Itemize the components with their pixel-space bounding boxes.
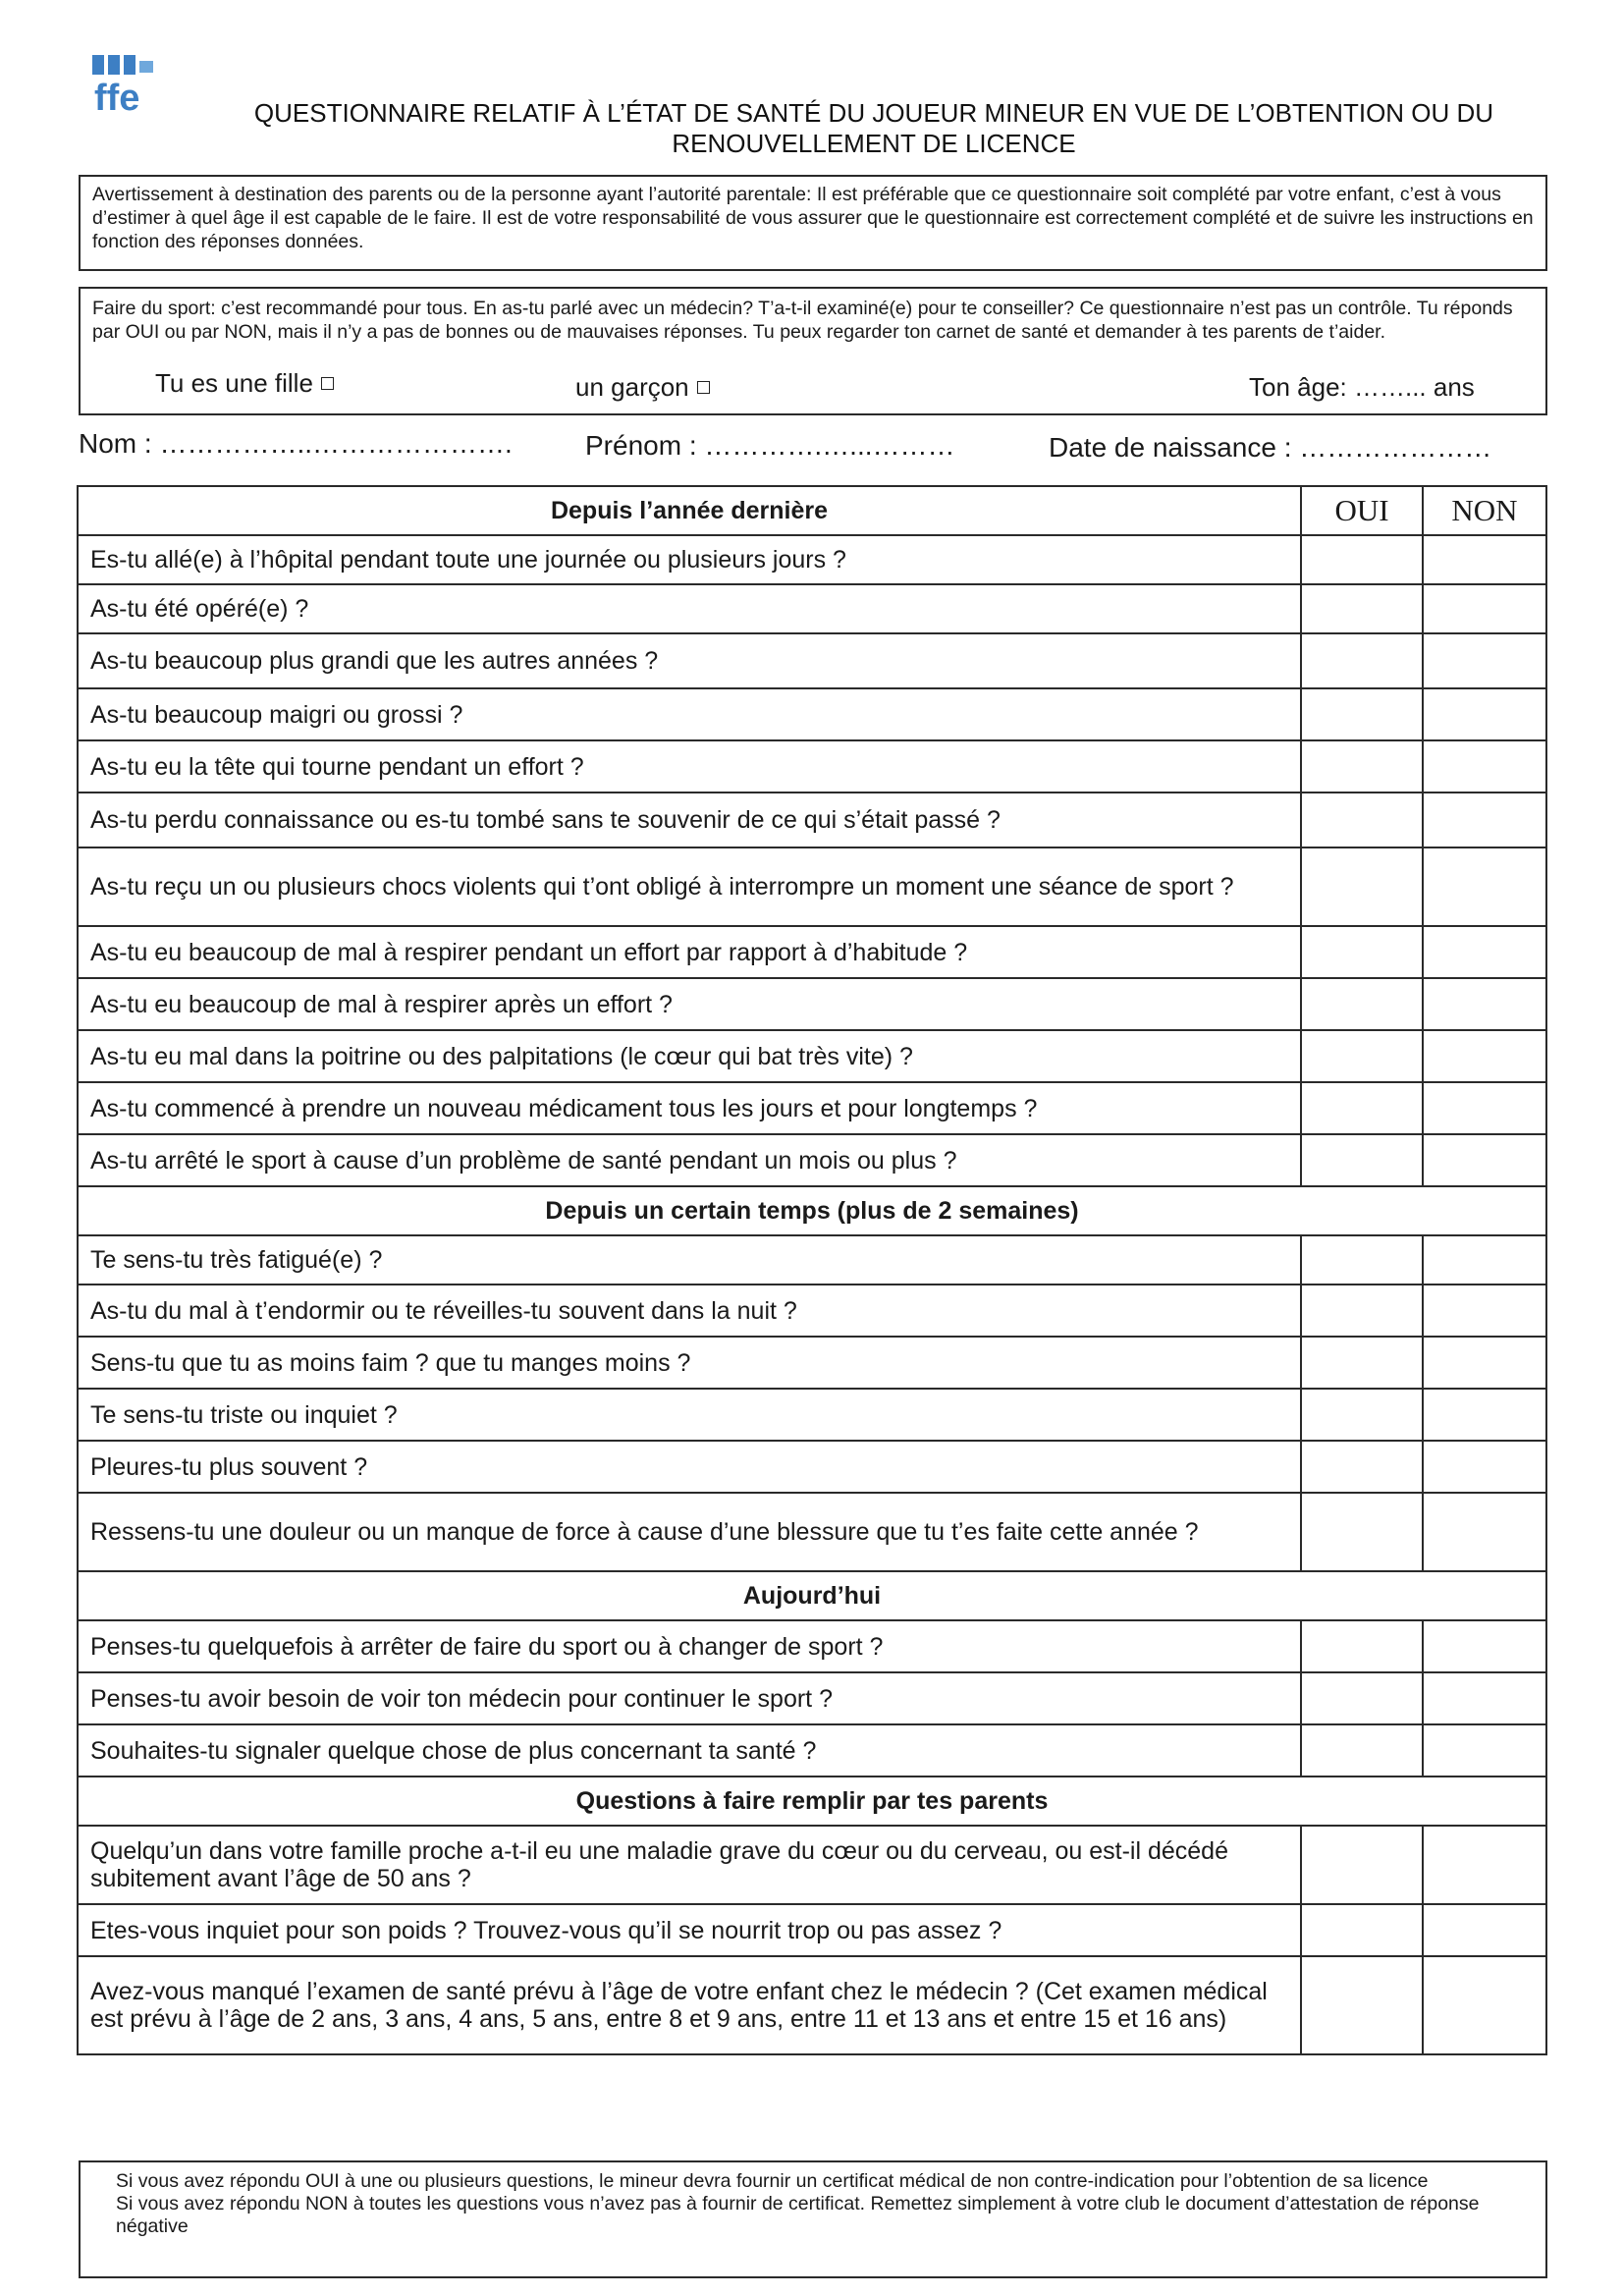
- question-text: Te sens-tu très fatigué(e) ?: [78, 1235, 1301, 1285]
- oui-answer-cell[interactable]: [1301, 1672, 1423, 1724]
- oui-answer-cell[interactable]: [1301, 1285, 1423, 1337]
- question-row: [78, 633, 1546, 688]
- question-row: [78, 978, 1546, 1030]
- question-row: [78, 1389, 1546, 1441]
- gender-boy-label: un garçon: [575, 372, 689, 402]
- non-answer-cell[interactable]: [1423, 1285, 1546, 1337]
- oui-answer-cell[interactable]: [1301, 1826, 1423, 1904]
- non-answer-cell[interactable]: [1423, 793, 1546, 847]
- non-answer-cell[interactable]: [1423, 633, 1546, 688]
- non-answer-cell[interactable]: [1423, 1826, 1546, 1904]
- ffe-logo: [90, 53, 161, 118]
- oui-answer-cell[interactable]: [1301, 1620, 1423, 1672]
- question-row: [78, 1337, 1546, 1389]
- non-answer-cell[interactable]: [1423, 1672, 1546, 1724]
- section-title: Aujourd’hui: [78, 1571, 1546, 1620]
- section-title: Depuis un certain temps (plus de 2 semaines): [78, 1186, 1546, 1235]
- non-answer-cell[interactable]: [1423, 1724, 1546, 1777]
- non-answer-cell[interactable]: [1423, 1441, 1546, 1493]
- oui-answer-cell[interactable]: [1301, 1082, 1423, 1134]
- non-answer-cell[interactable]: [1423, 1337, 1546, 1389]
- birthdate-field[interactable]: Date de naissance : …………………: [1049, 432, 1492, 463]
- oui-answer-cell[interactable]: [1301, 926, 1423, 978]
- question-text: As-tu eu beaucoup de mal à respirer pendant un effort par rapport à d’habitude ?: [78, 926, 1301, 978]
- parent-warning-text: Avertissement à destination des parents ou de la personne ayant l’autorité parentale: Il est préférable que ce questionnaire soit complété par votre enfant, c’est à vous d’estimer à quel âge il est capable de le faire. Il est de votre responsabilité de vous assurer que le questionnaire est correctement complété et de suivre les instructions en fonction des réponses données.: [92, 184, 1534, 252]
- oui-answer-cell[interactable]: [1301, 1441, 1423, 1493]
- question-text: Quelqu’un dans votre famille proche a-t-il eu une maladie grave du cœur ou du cerveau, ou est-il décédé subitement avant l’âge de 50 ans ?: [78, 1826, 1301, 1904]
- question-text: As-tu eu beaucoup de mal à respirer après un effort ?: [78, 978, 1301, 1030]
- non-answer-cell[interactable]: [1423, 1082, 1546, 1134]
- oui-answer-cell[interactable]: [1301, 1904, 1423, 1956]
- question-row: [78, 688, 1546, 740]
- non-column-header: NON: [1423, 486, 1546, 535]
- questionnaire-table: [77, 485, 1547, 2055]
- section-header-row: [78, 486, 1546, 535]
- gender-age-row: [81, 368, 1545, 410]
- boy-checkbox[interactable]: [697, 381, 710, 394]
- question-row: [78, 1904, 1546, 1956]
- page-title: [177, 98, 1571, 159]
- section-title: Questions à faire remplir par tes parents: [78, 1777, 1546, 1826]
- question-text: Ressens-tu une douleur ou un manque de force à cause d’une blessure que tu t’es faite cette année ?: [78, 1493, 1301, 1571]
- non-answer-cell[interactable]: [1423, 1235, 1546, 1285]
- non-answer-cell[interactable]: [1423, 978, 1546, 1030]
- title-line-2: RENOUVELLEMENT DE LICENCE: [672, 129, 1076, 158]
- question-text: Sens-tu que tu as moins faim ? que tu manges moins ?: [78, 1337, 1301, 1389]
- question-text: As-tu beaucoup plus grandi que les autres années ?: [78, 633, 1301, 688]
- non-answer-cell[interactable]: [1423, 1493, 1546, 1571]
- intro-text: Faire du sport: c’est recommandé pour tous. En as-tu parlé avec un médecin? T’a-t-il examiné(e) pour te conseiller? Ce questionnaire n’est pas un contrôle. Tu réponds par OUI ou par NON, mais il n’y a pas de bonnes ou de mauvaises réponses. Tu peux regarder ton carnet de santé et demander à tes parents de t’aider.: [92, 298, 1513, 343]
- footer-oui-text: Si vous avez répondu OUI à une ou plusieurs questions, le mineur devra fournir un certificat médical de non contre-indication pour l’obtention de sa licence: [116, 2170, 1429, 2192]
- question-text: Avez-vous manqué l’examen de santé prévu à l’âge de votre enfant chez le médecin ? (Cet examen médical est prévu à l’âge de 2 ans, 3 ans, 4 ans, 5 ans, entre 8 et 9 ans, entre 11 et 13 ans et entre 15 et 16 ans): [78, 1956, 1301, 2054]
- question-text: Te sens-tu triste ou inquiet ?: [78, 1389, 1301, 1441]
- oui-answer-cell[interactable]: [1301, 793, 1423, 847]
- non-answer-cell[interactable]: [1423, 535, 1546, 584]
- girl-checkbox[interactable]: [321, 377, 334, 390]
- question-text: Pleures-tu plus souvent ?: [78, 1441, 1301, 1493]
- oui-answer-cell[interactable]: [1301, 1337, 1423, 1389]
- question-text: Souhaites-tu signaler quelque chose de plus concernant ta santé ?: [78, 1724, 1301, 1777]
- question-text: Es-tu allé(e) à l’hôpital pendant toute une journée ou plusieurs jours ?: [78, 535, 1301, 584]
- age-field[interactable]: Ton âge: ……... ans: [1249, 372, 1475, 402]
- intro-box: [79, 287, 1547, 415]
- nom-field[interactable]: Nom : ……………..………………….: [79, 428, 513, 459]
- non-answer-cell[interactable]: [1423, 847, 1546, 926]
- oui-answer-cell[interactable]: [1301, 1134, 1423, 1186]
- oui-answer-cell[interactable]: [1301, 1724, 1423, 1777]
- section-title: Depuis l’année dernière: [78, 486, 1301, 535]
- question-row: [78, 1956, 1546, 2054]
- question-row: [78, 1441, 1546, 1493]
- non-answer-cell[interactable]: [1423, 926, 1546, 978]
- non-answer-cell[interactable]: [1423, 1620, 1546, 1672]
- question-row: [78, 535, 1546, 584]
- section-header-row: [78, 1571, 1546, 1620]
- question-text: As-tu du mal à t’endormir ou te réveilles-tu souvent dans la nuit ?: [78, 1285, 1301, 1337]
- question-row: [78, 1235, 1546, 1285]
- gender-girl: [155, 368, 334, 398]
- question-row: [78, 1620, 1546, 1672]
- non-answer-cell[interactable]: [1423, 688, 1546, 740]
- question-row: [78, 926, 1546, 978]
- non-answer-cell[interactable]: [1423, 1030, 1546, 1082]
- section-header-row: [78, 1777, 1546, 1826]
- question-row: [78, 793, 1546, 847]
- non-answer-cell[interactable]: [1423, 584, 1546, 633]
- question-row: [78, 1493, 1546, 1571]
- svg-text:ffe: ffe: [94, 78, 140, 118]
- oui-answer-cell[interactable]: [1301, 1235, 1423, 1285]
- non-answer-cell[interactable]: [1423, 740, 1546, 793]
- question-text: As-tu arrêté le sport à cause d’un problème de santé pendant un mois ou plus ?: [78, 1134, 1301, 1186]
- identity-line: [79, 428, 1551, 467]
- question-text: As-tu beaucoup maigri ou grossi ?: [78, 688, 1301, 740]
- question-row: [78, 1826, 1546, 1904]
- question-text: As-tu été opéré(e) ?: [78, 584, 1301, 633]
- question-row: [78, 584, 1546, 633]
- oui-answer-cell[interactable]: [1301, 847, 1423, 926]
- question-text: As-tu eu mal dans la poitrine ou des palpitations (le cœur qui bat très vite) ?: [78, 1030, 1301, 1082]
- title-line-1: QUESTIONNAIRE RELATIF À L’ÉTAT DE SANTÉ DU JOUEUR MINEUR EN VUE DE L’OBTENTION OU DU: [253, 98, 1494, 128]
- instructions-footer: [79, 2160, 1547, 2278]
- oui-answer-cell[interactable]: [1301, 1030, 1423, 1082]
- oui-answer-cell[interactable]: [1301, 584, 1423, 633]
- non-answer-cell[interactable]: [1423, 1904, 1546, 1956]
- gender-boy: [575, 372, 710, 402]
- question-text: As-tu reçu un ou plusieurs chocs violents qui t’ont obligé à interrompre un moment une séance de sport ?: [78, 847, 1301, 926]
- question-row: [78, 1672, 1546, 1724]
- oui-answer-cell[interactable]: [1301, 978, 1423, 1030]
- question-row: [78, 1724, 1546, 1777]
- question-row: [78, 1030, 1546, 1082]
- oui-answer-cell[interactable]: [1301, 688, 1423, 740]
- question-row: [78, 847, 1546, 926]
- question-row: [78, 1082, 1546, 1134]
- question-text: Penses-tu avoir besoin de voir ton médecin pour continuer le sport ?: [78, 1672, 1301, 1724]
- parent-warning-box: [79, 175, 1547, 271]
- question-text: As-tu perdu connaissance ou es-tu tombé sans te souvenir de ce qui s’était passé ?: [78, 793, 1301, 847]
- question-text: Penses-tu quelquefois à arrêter de faire du sport ou à changer de sport ?: [78, 1620, 1301, 1672]
- oui-answer-cell[interactable]: [1301, 633, 1423, 688]
- question-row: [78, 1285, 1546, 1337]
- oui-answer-cell[interactable]: [1301, 1493, 1423, 1571]
- oui-column-header: OUI: [1301, 486, 1423, 535]
- question-row: [78, 1134, 1546, 1186]
- question-row: [78, 740, 1546, 793]
- question-text: As-tu commencé à prendre un nouveau médicament tous les jours et pour longtemps ?: [78, 1082, 1301, 1134]
- non-answer-cell[interactable]: [1423, 1389, 1546, 1441]
- gender-girl-label: Tu es une fille: [155, 368, 313, 398]
- oui-answer-cell[interactable]: [1301, 1389, 1423, 1441]
- non-answer-cell[interactable]: [1423, 1134, 1546, 1186]
- oui-answer-cell[interactable]: [1301, 535, 1423, 584]
- footer-non-text: Si vous avez répondu NON à toutes les questions vous n’avez pas à fournir de certificat. Remettez simplement à votre club le document d’attestation de réponse négative: [116, 2193, 1480, 2237]
- prenom-field[interactable]: Prénom : ………….…...………: [585, 430, 955, 461]
- question-text: Etes-vous inquiet pour son poids ? Trouvez-vous qu’il se nourrit trop ou pas assez ?: [78, 1904, 1301, 1956]
- oui-answer-cell[interactable]: [1301, 740, 1423, 793]
- section-header-row: [78, 1186, 1546, 1235]
- question-text: As-tu eu la tête qui tourne pendant un effort ?: [78, 740, 1301, 793]
- oui-answer-cell[interactable]: [1301, 1956, 1423, 2054]
- non-answer-cell[interactable]: [1423, 1956, 1546, 2054]
